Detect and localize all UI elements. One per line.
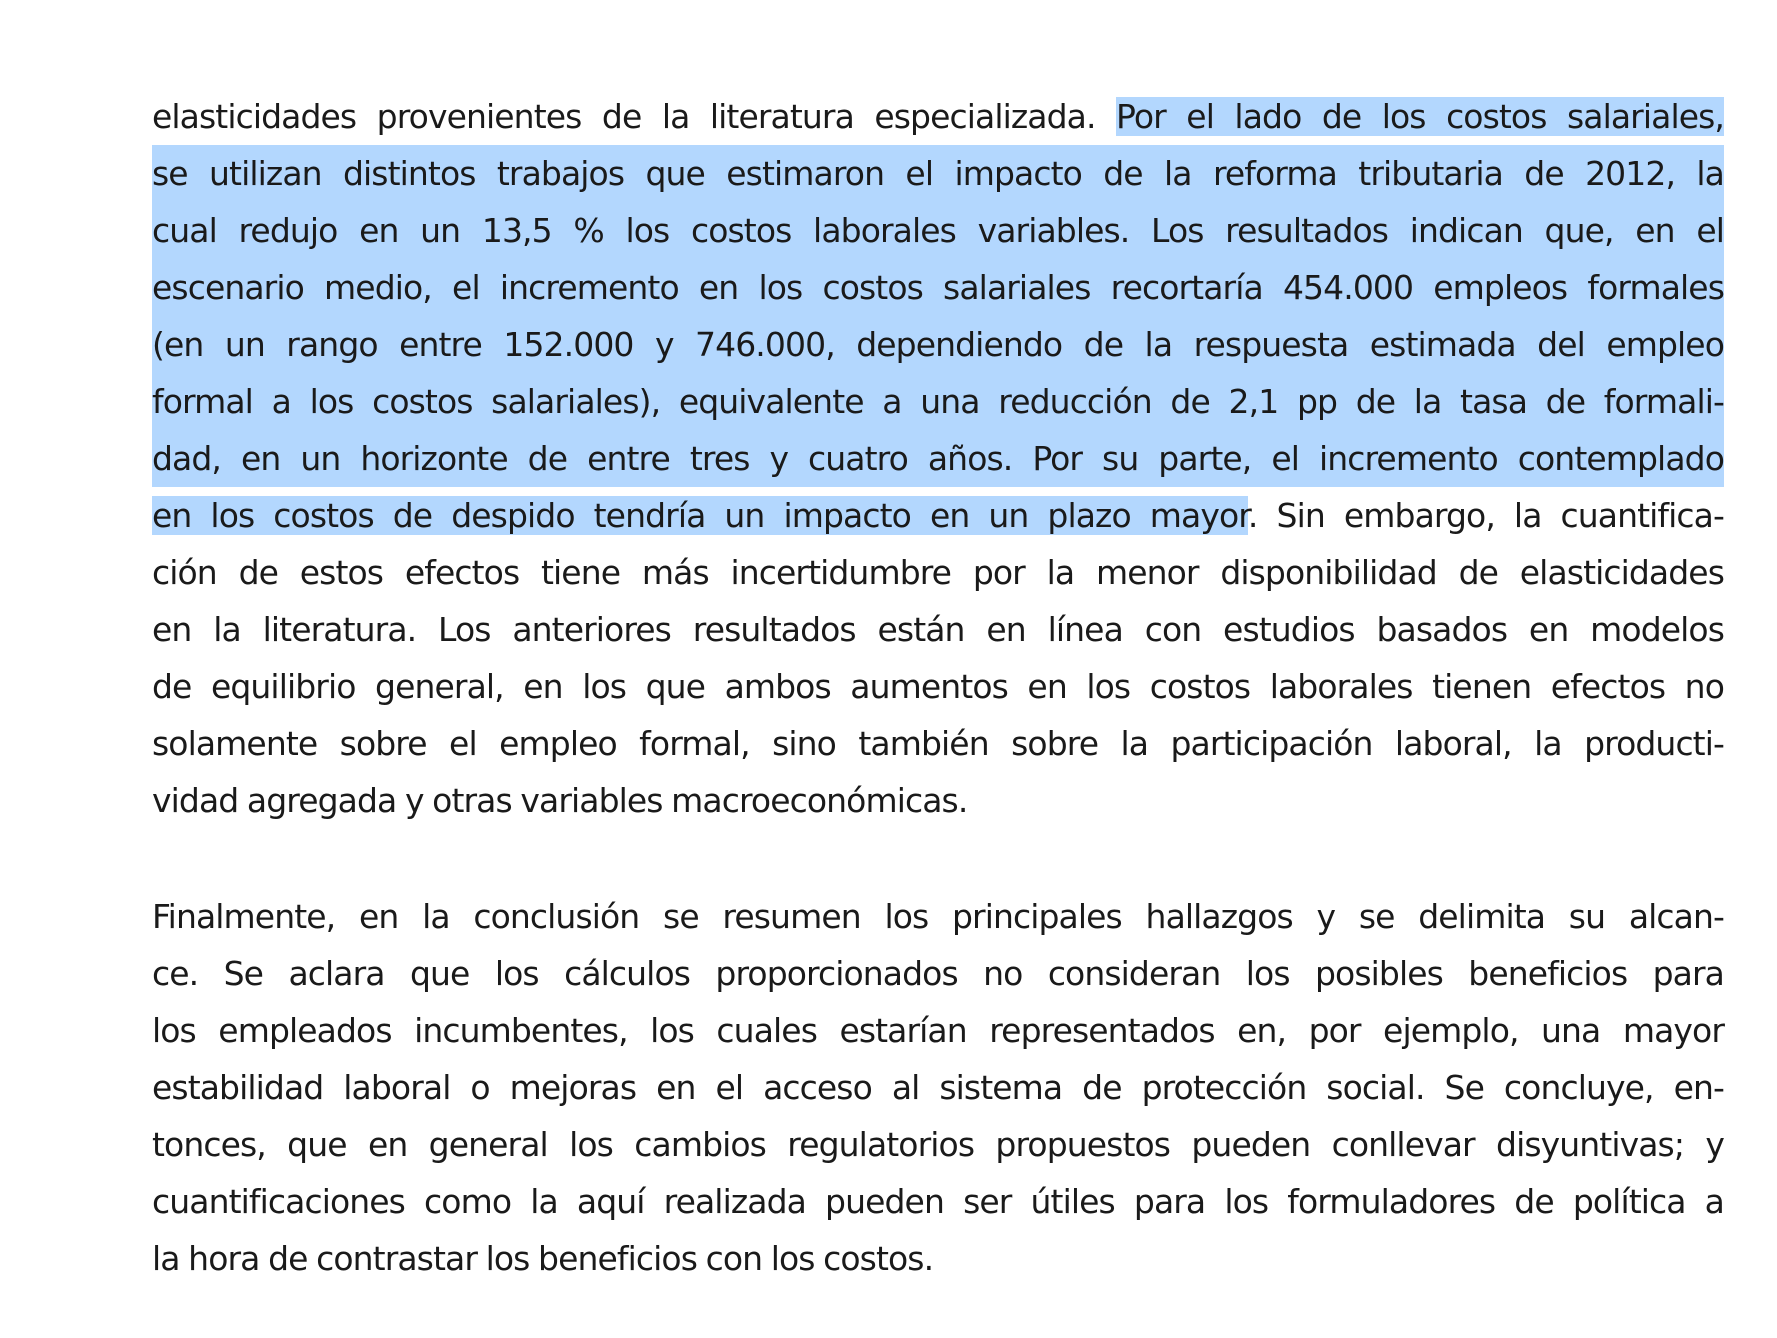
paragraph-2 [152,888,1724,1287]
highlighted-line[interactable]: formal a los costos salariales), equivalente a una reducción de 2,1 pp de la tasa de formali- [152,373,1724,430]
paragraph-line [152,487,1724,544]
paragraph-line: vidad agregada y otras variables macroeconómicas. [152,781,968,820]
paragraph-line: estabilidad laboral o mejoras en el acceso al sistema de protección social. Se concluye, en- [152,1068,1724,1107]
highlighted-text-selection[interactable]: Por el lado de los costos salariales, [1116,97,1724,136]
plain-text: . Sin embargo, la cuantifica- [1247,496,1724,535]
paragraph-line: solamente sobre el empleo formal, sino también sobre la participación laboral, la producti- [152,724,1724,763]
paragraph-line: de equilibrio general, en los que ambos aumentos en los costos laborales tienen efectos no [152,667,1724,706]
highlighted-line[interactable]: escenario medio, el incremento en los costos salariales recortaría 454.000 empleos formales [152,259,1724,316]
paragraph-line: la hora de contrastar los beneficios con los costos. [152,1239,934,1278]
plain-text: elasticidades provenientes de la literatura especializada. [152,97,1117,136]
highlighted-line[interactable]: cual redujo en un 13,5 % los costos laborales variables. Los resultados indican que, en el [152,202,1724,259]
paragraph-line: los empleados incumbentes, los cuales estarían representados en, por ejemplo, una mayor [152,1011,1724,1050]
paragraph-1 [152,88,1724,829]
paragraph-line: cuantificaciones como la aquí realizada pueden ser útiles para los formuladores de política a [152,1182,1724,1221]
paragraph-line: ce. Se aclara que los cálculos proporcionados no consideran los posibles beneficios para [152,954,1724,993]
paragraph-line: ción de estos efectos tiene más incertidumbre por la menor disponibilidad de elasticidades [152,553,1724,592]
paragraph-line: tonces, que en general los cambios regulatorios propuestos pueden conllevar disyuntivas; y [152,1125,1724,1164]
highlighted-line[interactable]: dad, en un horizonte de entre tres y cuatro años. Por su parte, el incremento contemplado [152,430,1724,487]
paragraph-line: en la literatura. Los anteriores resultados están en línea con estudios basados en modelos [152,610,1724,649]
highlighted-line[interactable]: se utilizan distintos trabajos que estimaron el impacto de la reforma tributaria de 2012, la [152,145,1724,202]
highlighted-line[interactable]: (en un rango entre 152.000 y 746.000, dependiendo de la respuesta estimada del empleo [152,316,1724,373]
paragraph-line [152,88,1724,145]
highlighted-text-selection[interactable]: en los costos de despido tendría un impacto en un plazo mayor [152,496,1248,535]
paragraph-line: Finalmente, en la conclusión se resumen los principales hallazgos y se delimita su alcan- [152,897,1724,936]
